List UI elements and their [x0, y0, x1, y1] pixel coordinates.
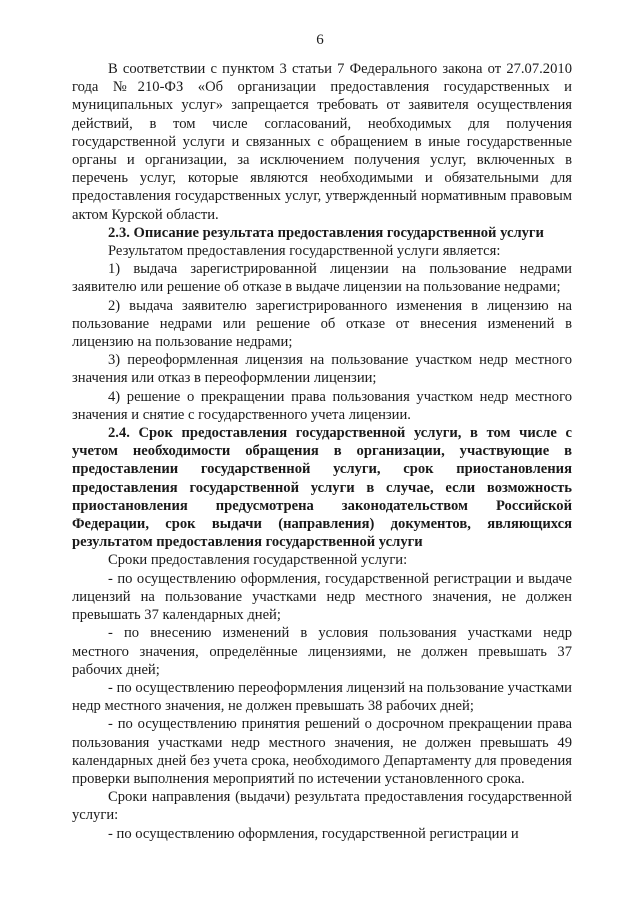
list-item-term-2: - по внесению изменений в условия пользования участками недр местного значения, определённые лицензиями, не должен превышать 37 рабочих дней;: [72, 625, 572, 678]
list-item-term-3: - по осуществлению переоформления лицензий на пользование участками недр местного значения, не должен превышать 38 рабочих дней;: [72, 679, 572, 715]
paragraph-delivery-terms: Сроки направления (выдачи) результата предоставления государственной услуги:: [72, 789, 572, 824]
section-heading-2-4: 2.4. Срок предоставления государственной услуги, в том числе с учетом необходимости обращения в организации, участвующие в предоставлении государственной услуги, срок приостановления предоставления государственной услуги в случае, если возможность приостановления предусмотрена законодательством Российской Федерации, срок выдачи (направления) документов, являющихся результатом предоставления государственной услуги: [72, 425, 572, 551]
paragraph-result-intro: Результатом предоставления государственной услуги является:: [108, 243, 501, 260]
list-item-term-1: - по осуществлению оформления, государственной регистрации и выдаче лицензий на пользование участками недр местного значения, не должен превышать 37 календарных дней;: [72, 570, 572, 624]
list-item-result-4: 4) решение о прекращении права пользования участком недр местного значения и снятие с государственного учета лицензии.: [72, 388, 572, 423]
paragraph-intro: В соответствии с пунктом 3 статьи 7 Федерального закона от 27.07.2010 года №210-ФЗ «Об организации предоставления государственных и муниципальных услуг» запрещается требовать от заявителя осуществления действий, в том числе согласований, необходимых для получения государственной услуги и связанных с обращением в иные государственные органы и организации, за исключением получения услуг, включенных в перечень услуг, которые являются необходимыми и обязательными для предоставления государственных услуг, утвержденный нормативным правовым актом Курской области.: [72, 61, 572, 223]
list-item-result-1: 1) выдача зарегистрированной лицензии на пользование недрами заявителю или решение об отказе в выдаче лицензии на пользование недрами;: [72, 261, 572, 296]
list-item-delivery-1: - по осуществлению оформления, государственной регистрации и: [108, 825, 519, 842]
list-item-term-4: - по осуществлению принятия решений о досрочном прекращении права пользования участками недр местного значения, не должен превышать 49 календарных дней без учета срока, необходимого Департаменту для проведения проверки выполнения мероприятий по истечении установленного срока.: [72, 716, 572, 787]
list-item-result-2: 2) выдача заявителю зарегистрированного изменения в лицензию на пользование недрами или решение об отказе от внесения изменений в лицензию на пользование недрами;: [72, 297, 572, 351]
section-heading-2-3: 2.3. Описание результата предоставления государственной услуги: [108, 224, 544, 241]
page-number: 6: [316, 32, 324, 48]
list-item-result-3: 3) переоформленная лицензия на пользование участком недр местного значения или отказ в переоформлении лицензии;: [72, 352, 572, 387]
paragraph-terms-intro: Сроки предоставления государственной услуги:: [108, 552, 408, 569]
document-body: [72, 60, 572, 843]
